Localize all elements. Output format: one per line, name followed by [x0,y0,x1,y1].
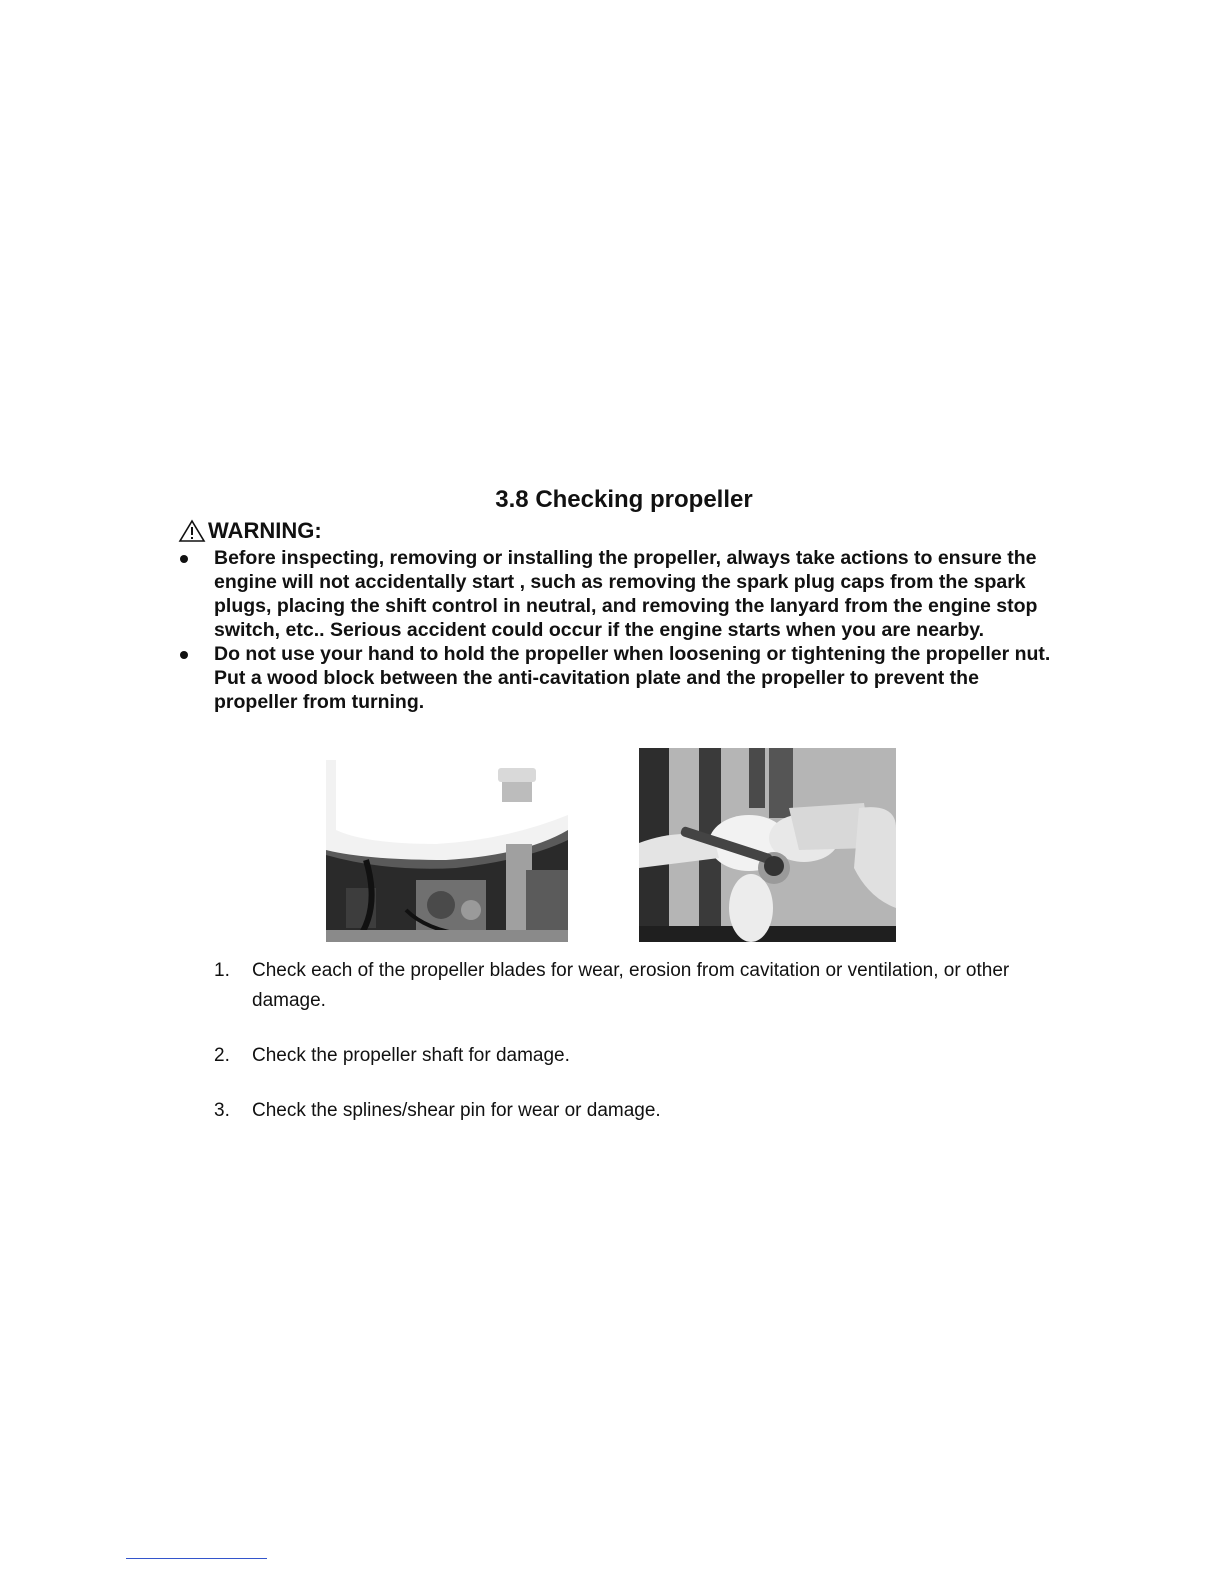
warning-item-text: Do not use your hand to hold the propeller when loosening or tightening the propeller nut. Put a wood block between the anti-cavitation plate and the propeller to prevent the propeller from turning. [214,643,1051,713]
warning-item-text: Before inspecting, removing or installing the propeller, always take actions to ensure the engine will not accidentally start , such as removing the spark plug caps from the spark plugs, placing the shift control in neutral, and removing the lanyard from the engine stop switch, etc.. Serious accident could occur if the engine starts when you are nearby. [214,547,1038,641]
bullet-icon [180,651,188,659]
step-item [214,1096,1074,1126]
warning-item [178,546,1058,642]
step-text: Check each of the propeller blades for wear, erosion from cavitation or ventilation, or other damage. [252,960,1010,1011]
warning-heading [178,518,322,544]
warning-item [178,642,1058,714]
bullet-icon [180,555,188,563]
step-number: 1. [214,960,230,981]
step-item [214,1041,1074,1071]
step-text: Check the splines/shear pin for wear or damage. [252,1100,661,1121]
step-text: Check the propeller shaft for damage. [252,1045,570,1066]
engine-photo [326,760,568,942]
footnote-separator [126,1558,267,1559]
inspection-steps [214,956,1074,1151]
step-item [214,956,1074,1016]
warning-list [178,546,1058,714]
warning-heading-label: WARNING: [208,518,322,543]
step-number: 2. [214,1045,230,1066]
propeller-photo [639,748,896,942]
warning-triangle-icon [178,519,206,543]
page-title: 3.8 Checking propeller [495,486,753,513]
step-number: 3. [214,1100,230,1121]
